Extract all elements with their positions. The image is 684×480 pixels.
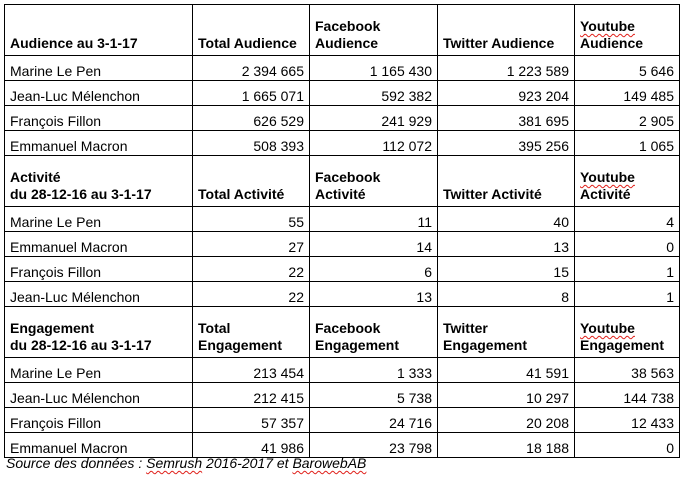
stat-value: 27 <box>193 232 310 257</box>
table-row <box>5 131 680 156</box>
column-header-metric: Audience <box>580 35 644 51</box>
candidate-name: François Fillon <box>5 106 193 131</box>
stat-value: 1 333 <box>310 358 438 383</box>
stat-value: 508 393 <box>193 131 310 156</box>
stat-value: 22 <box>193 257 310 282</box>
column-header <box>193 307 310 358</box>
section-header-row <box>5 307 680 358</box>
table-row <box>5 433 680 458</box>
stat-value: 18 188 <box>438 433 575 458</box>
section-header-row <box>5 156 680 207</box>
column-header <box>438 307 575 358</box>
table-row <box>5 257 680 282</box>
stat-value: 1 665 071 <box>193 81 310 106</box>
column-header <box>310 307 438 358</box>
table-row <box>5 56 680 81</box>
candidate-name: Marine Le Pen <box>5 56 193 81</box>
source-middle: 2016-2017 et <box>202 455 293 471</box>
column-header <box>310 5 438 56</box>
stat-value: 40 <box>438 207 575 232</box>
stat-value: 149 485 <box>575 81 680 106</box>
section-title-line: Engagement <box>10 320 95 336</box>
candidate-name: Jean-Luc Mélenchon <box>5 282 193 307</box>
section-title-line: Activité <box>10 169 61 185</box>
stat-value: 112 072 <box>310 131 438 156</box>
column-header-label: Total Activité <box>198 186 285 202</box>
column-header-metric: Engagement <box>580 337 665 353</box>
stat-value: 626 529 <box>193 106 310 131</box>
stat-value: 22 <box>193 282 310 307</box>
column-header <box>575 156 680 207</box>
stat-value: 144 738 <box>575 383 680 408</box>
stat-value: 24 716 <box>310 408 438 433</box>
youtube-label: Youtube <box>580 320 635 336</box>
candidate-name: Marine Le Pen <box>5 358 193 383</box>
stat-value: 4 <box>575 207 680 232</box>
column-header-label: Facebook Audience <box>315 18 381 51</box>
column-header-label: Twitter Engagement <box>443 320 528 353</box>
candidate-name: Marine Le Pen <box>5 207 193 232</box>
stat-value: 5 738 <box>310 383 438 408</box>
column-header <box>193 156 310 207</box>
stat-value: 1 <box>575 282 680 307</box>
stat-value: 13 <box>310 282 438 307</box>
section-period: du 28-12-16 au 3-1-17 <box>10 186 152 202</box>
stat-value: 1 165 430 <box>310 56 438 81</box>
candidate-name: Emmanuel Macron <box>5 433 193 458</box>
stat-value: 395 256 <box>438 131 575 156</box>
candidate-name: François Fillon <box>5 408 193 433</box>
stat-value: 12 433 <box>575 408 680 433</box>
stat-value: 8 <box>438 282 575 307</box>
youtube-label: Youtube <box>580 169 635 185</box>
stat-value: 23 798 <box>310 433 438 458</box>
candidate-name: Emmanuel Macron <box>5 232 193 257</box>
stat-value: 0 <box>575 433 680 458</box>
column-header <box>575 307 680 358</box>
column-header <box>438 5 575 56</box>
candidate-name: Emmanuel Macron <box>5 131 193 156</box>
section-title <box>5 156 193 207</box>
stat-value: 2 905 <box>575 106 680 131</box>
stat-value: 41 986 <box>193 433 310 458</box>
column-header <box>193 5 310 56</box>
table-row <box>5 207 680 232</box>
stat-value: 20 208 <box>438 408 575 433</box>
column-header-label: Facebook Engagement <box>315 320 400 353</box>
column-header-metric: Activité <box>580 186 631 202</box>
column-header-label: Total Engagement <box>198 320 283 353</box>
youtube-label: Youtube <box>580 18 635 34</box>
section-title <box>5 5 193 56</box>
source-semrush: Semrush <box>146 455 203 471</box>
table-row <box>5 358 680 383</box>
column-header <box>438 156 575 207</box>
section-period: du 28-12-16 au 3-1-17 <box>10 337 152 353</box>
stat-value: 38 563 <box>575 358 680 383</box>
stat-value: 13 <box>438 232 575 257</box>
section-header-row <box>5 5 680 56</box>
column-header-label: Total Audience <box>198 35 297 51</box>
stat-value: 11 <box>310 207 438 232</box>
stat-value: 2 394 665 <box>193 56 310 81</box>
stat-value: 1 <box>575 257 680 282</box>
source-prefix: Source des données : <box>6 455 147 471</box>
table-row <box>5 383 680 408</box>
candidate-name: Jean-Luc Mélenchon <box>5 383 193 408</box>
section-title <box>5 307 193 358</box>
stat-value: 5 646 <box>575 56 680 81</box>
stat-value: 6 <box>310 257 438 282</box>
candidate-name: Jean-Luc Mélenchon <box>5 81 193 106</box>
stat-value: 923 204 <box>438 81 575 106</box>
candidate-name: François Fillon <box>5 257 193 282</box>
stat-value: 41 591 <box>438 358 575 383</box>
stat-value: 213 454 <box>193 358 310 383</box>
column-header <box>310 156 438 207</box>
stat-value: 15 <box>438 257 575 282</box>
stat-value: 1 223 589 <box>438 56 575 81</box>
table-row <box>5 282 680 307</box>
stat-value: 241 929 <box>310 106 438 131</box>
stat-value: 212 415 <box>193 383 310 408</box>
column-header-label <box>580 320 674 337</box>
social-stats-table <box>4 4 680 458</box>
table-row <box>5 232 680 257</box>
source-barowebab: BarowebAB <box>292 455 367 471</box>
stat-value: 55 <box>193 207 310 232</box>
table-row <box>5 106 680 131</box>
source-note <box>6 455 366 471</box>
column-header <box>575 5 680 56</box>
table-row <box>5 408 680 433</box>
stat-value: 10 297 <box>438 383 575 408</box>
column-header-label: Twitter Audience <box>443 35 555 51</box>
column-header-label: Facebook Activité <box>315 169 381 202</box>
stat-value: 14 <box>310 232 438 257</box>
section-title-line: Audience au 3-1-17 <box>10 35 138 51</box>
stat-value: 57 357 <box>193 408 310 433</box>
column-header-label <box>580 169 674 186</box>
stat-value: 0 <box>575 232 680 257</box>
stat-value: 592 382 <box>310 81 438 106</box>
column-header-label: Twitter Activité <box>443 186 542 202</box>
column-header-label <box>580 18 674 35</box>
table-row <box>5 81 680 106</box>
stat-value: 381 695 <box>438 106 575 131</box>
stat-value: 1 065 <box>575 131 680 156</box>
